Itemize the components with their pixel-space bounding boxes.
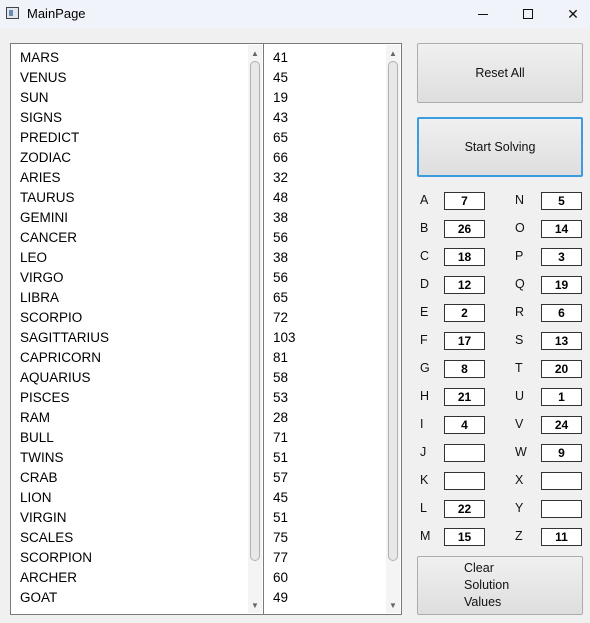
letter-label: F (420, 333, 428, 347)
app-window-icon (6, 7, 19, 19)
letter-label: A (420, 193, 429, 207)
list-item[interactable]: ZODIAC (20, 150, 72, 165)
letter-label: Y (515, 501, 524, 515)
reset-all-button[interactable]: Reset All (417, 43, 583, 103)
letter-value-field[interactable]: 12 (444, 276, 485, 294)
letter-label: S (515, 333, 524, 347)
list-item[interactable]: BULL (20, 430, 54, 445)
list-item[interactable]: 71 (273, 430, 289, 445)
letter-label: G (420, 361, 430, 375)
letter-label: P (515, 249, 524, 263)
list-item[interactable]: 103 (273, 330, 296, 345)
word-list-scrollbar[interactable] (248, 45, 262, 613)
list-item[interactable]: ARCHER (20, 570, 78, 585)
list-item[interactable]: 38 (273, 250, 289, 265)
list-item[interactable]: 45 (273, 70, 289, 85)
list-item[interactable]: GOAT (20, 590, 58, 605)
letter-label: T (515, 361, 523, 375)
scroll-down-arrow-icon[interactable]: ▼ (389, 600, 397, 610)
list-item[interactable]: SCALES (20, 530, 74, 545)
list-item[interactable]: 28 (273, 410, 289, 425)
list-item[interactable]: 32 (273, 170, 289, 185)
letter-value-field[interactable]: 18 (444, 248, 485, 266)
list-item[interactable]: SCORPIO (20, 310, 83, 325)
maximize-button[interactable] (505, 0, 551, 28)
letter-label: Q (515, 277, 525, 291)
list-item[interactable]: VIRGIN (20, 510, 67, 525)
letter-label: O (515, 221, 525, 235)
value-list[interactable] (263, 43, 402, 615)
scroll-thumb[interactable] (388, 61, 398, 561)
value-list-scrollbar[interactable] (386, 45, 400, 613)
list-item[interactable]: 48 (273, 190, 289, 205)
letter-label: B (420, 221, 429, 235)
letter-value-field[interactable]: 15 (444, 528, 485, 546)
list-item[interactable]: 43 (273, 110, 289, 125)
word-list[interactable] (10, 43, 264, 615)
letter-value-field[interactable]: 7 (444, 192, 485, 210)
scroll-thumb[interactable] (250, 61, 260, 561)
letter-value-field[interactable]: 17 (444, 332, 485, 350)
letter-value-field[interactable]: 20 (541, 360, 582, 378)
letter-label: V (515, 417, 524, 431)
letter-value-field[interactable]: 21 (444, 388, 485, 406)
letter-label: K (420, 473, 429, 487)
letter-value-field[interactable]: 13 (541, 332, 582, 350)
letter-value-field[interactable]: 3 (541, 248, 582, 266)
list-item[interactable]: 66 (273, 150, 289, 165)
letter-value-field[interactable]: 4 (444, 416, 485, 434)
list-item[interactable]: 45 (273, 490, 289, 505)
letter-label: J (420, 445, 427, 459)
maximize-icon (523, 9, 533, 19)
start-solving-button[interactable]: Start Solving (417, 117, 583, 177)
list-item[interactable]: 77 (273, 550, 289, 565)
list-item[interactable]: 38 (273, 210, 289, 225)
letter-value-field[interactable]: 11 (541, 528, 582, 546)
list-item[interactable]: PISCES (20, 390, 70, 405)
list-item[interactable]: 49 (273, 590, 289, 605)
word-list-rows (11, 48, 247, 608)
letter-value-field[interactable]: 2 (444, 304, 485, 322)
list-item[interactable]: ARIES (20, 170, 61, 185)
letter-label: L (420, 501, 427, 515)
list-item[interactable]: LIBRA (20, 290, 60, 305)
minimize-button[interactable] (460, 0, 506, 28)
list-item[interactable]: RAM (20, 410, 50, 425)
list-item[interactable]: 72 (273, 310, 289, 325)
list-item[interactable]: 53 (273, 390, 289, 405)
letter-value-field[interactable]: 24 (541, 416, 582, 434)
list-item[interactable]: 65 (273, 130, 289, 145)
list-item[interactable]: CRAB (20, 470, 58, 485)
list-item[interactable]: MARS (20, 50, 60, 65)
letter-value-field[interactable]: 8 (444, 360, 485, 378)
letter-label: E (420, 305, 429, 319)
letter-label: W (515, 445, 527, 459)
list-item[interactable]: 19 (273, 90, 289, 105)
list-item[interactable]: 81 (273, 350, 289, 365)
letter-label: C (420, 249, 430, 263)
list-item[interactable]: SCORPION (20, 550, 93, 565)
letter-value-field[interactable]: 19 (541, 276, 582, 294)
letter-label: X (515, 473, 524, 487)
close-button[interactable] (550, 0, 590, 28)
letter-label: D (420, 277, 430, 291)
list-item[interactable]: 56 (273, 270, 289, 285)
letter-value-field[interactable] (444, 444, 485, 462)
list-item[interactable]: TWINS (20, 450, 64, 465)
scroll-up-arrow-icon[interactable]: ▲ (389, 48, 397, 58)
letter-value-field[interactable] (541, 500, 582, 518)
value-list-rows (264, 48, 385, 608)
letter-value-field[interactable]: 5 (541, 192, 582, 210)
letter-label: U (515, 389, 525, 403)
close-icon: ✕ (567, 5, 579, 22)
list-item[interactable]: SIGNS (20, 110, 63, 125)
scroll-up-arrow-icon[interactable]: ▲ (251, 48, 259, 58)
title-bar (0, 0, 590, 28)
list-item[interactable]: AQUARIUS (20, 370, 91, 385)
list-item[interactable]: 57 (273, 470, 289, 485)
list-item[interactable]: 58 (273, 370, 289, 385)
list-item[interactable]: 51 (273, 510, 289, 525)
list-item[interactable]: PREDICT (20, 130, 80, 145)
list-item[interactable]: SAGITTARIUS (20, 330, 110, 345)
list-item[interactable]: TAURUS (20, 190, 75, 205)
letter-value-field[interactable]: 1 (541, 388, 582, 406)
scroll-down-arrow-icon[interactable]: ▼ (251, 600, 259, 610)
letter-value-field[interactable]: 9 (541, 444, 582, 462)
list-item[interactable]: 75 (273, 530, 289, 545)
list-item[interactable]: VENUS (20, 70, 67, 85)
window-title: MainPage (27, 6, 86, 21)
list-item[interactable]: VIRGO (20, 270, 64, 285)
list-item[interactable]: 65 (273, 290, 289, 305)
list-item[interactable]: GEMINI (20, 210, 69, 225)
list-item[interactable]: LEO (20, 250, 48, 265)
list-item[interactable]: SUN (20, 90, 49, 105)
list-item[interactable]: 41 (273, 50, 289, 65)
list-item[interactable]: 56 (273, 230, 289, 245)
letter-value-field[interactable] (444, 472, 485, 490)
letter-label: H (420, 389, 430, 403)
clear-solution-values-button[interactable]: Clear Solution Values (417, 556, 583, 615)
list-item[interactable]: LION (20, 490, 52, 505)
letter-label: I (420, 417, 424, 431)
letter-label: M (420, 529, 431, 543)
letter-value-field[interactable]: 22 (444, 500, 485, 518)
list-item[interactable]: 60 (273, 570, 289, 585)
list-item[interactable]: 51 (273, 450, 289, 465)
letter-label: R (515, 305, 525, 319)
minimize-icon (478, 14, 488, 15)
letter-value-field[interactable]: 6 (541, 304, 582, 322)
list-item[interactable]: CAPRICORN (20, 350, 102, 365)
letter-label: Z (515, 529, 523, 543)
letter-label: N (515, 193, 525, 207)
letter-value-field[interactable]: 26 (444, 220, 485, 238)
list-item[interactable]: CANCER (20, 230, 78, 245)
letter-value-field[interactable]: 14 (541, 220, 582, 238)
letter-value-field[interactable] (541, 472, 582, 490)
